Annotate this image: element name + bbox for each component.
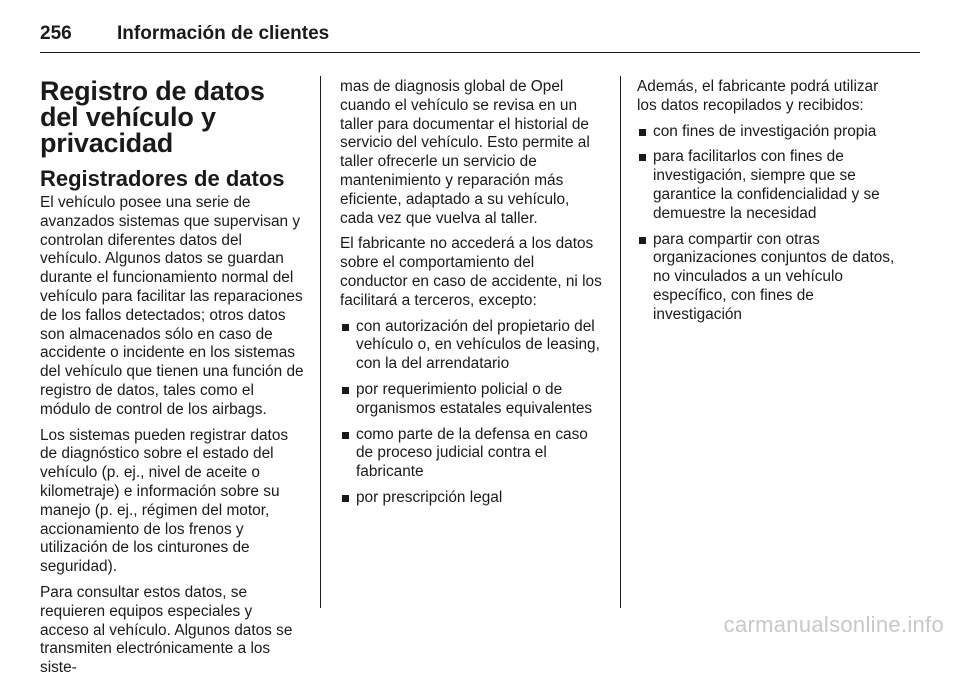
list-item [340, 489, 605, 508]
square-bullet-icon [342, 387, 349, 394]
bullet-list [637, 123, 902, 325]
watermark: carmanualsonline.info [723, 612, 944, 637]
square-bullet-icon [342, 324, 349, 331]
bullet-list [340, 318, 605, 508]
list-item-text: con autorización del propietario del vehículo o, en vehículos de leasing, con la del arrendatario [356, 317, 600, 373]
square-bullet-icon [639, 129, 646, 136]
paragraph: Además, el fabricante podrá utilizar los datos recopilados y recibidos: [637, 78, 879, 114]
column-divider-1 [320, 76, 321, 608]
list-item [340, 381, 605, 419]
chapter-title: Registro de datos del vehículo y privacidad [40, 76, 265, 158]
column-3 [637, 78, 902, 332]
list-item-text: para facilitarlos con fines de investigación, siempre que se garantice la confidencialidad y se demuestre la necesidad [653, 148, 880, 222]
column-1 [40, 78, 305, 685]
paragraph: Los sistemas pueden registrar datos de diagnóstico sobre el estado del vehículo (p. ej., nivel de aceite o kilometraje) e información sobre su manejo (p. ej., régimen del motor, accionamiento de los frenos y utilización de los cinturones de seguridad). [40, 426, 289, 576]
page-number: 256 [40, 23, 72, 44]
square-bullet-icon [342, 432, 349, 439]
list-item [637, 123, 902, 142]
square-bullet-icon [342, 495, 349, 502]
paragraph: El fabricante no accederá a los datos sobre el comportamiento del conductor en caso de accidente, ni los facilitará a terceros, excepto: [340, 235, 602, 309]
list-item-text: con fines de investigación propia [653, 122, 877, 140]
list-item [340, 318, 605, 374]
page-header [40, 16, 920, 53]
paragraph: Para consultar estos datos, se requieren equipos especiales y acceso al vehículo. Algunos datos se transmiten electrónicamente a los siste- [40, 583, 293, 677]
column-2 [340, 78, 605, 515]
list-item [637, 231, 902, 325]
subsection-title: Registradores de datos [40, 166, 285, 191]
list-item-text: para compartir con otras organizaciones conjuntos de datos, no vinculados a un vehículo específico, con fines de investigación [653, 230, 895, 323]
list-item-text: por prescripción legal [356, 488, 503, 506]
square-bullet-icon [639, 154, 646, 161]
paragraph: mas de diagnosis global de Opel cuando el vehículo se revisa en un taller para documentar el historial de servicio del vehículo. Esto permite al taller ofrecerle un servicio de mantenimiento y reparación más eficiente, adaptado a su vehículo, cada vez que vuelva al taller. [340, 78, 590, 227]
square-bullet-icon [639, 237, 646, 244]
section-title: Información de clientes [117, 23, 330, 44]
list-item-text: por requerimiento policial o de organismos estatales equivalentes [356, 380, 593, 417]
list-item [340, 426, 605, 482]
list-item-text: como parte de la defensa en caso de proceso judicial contra el fabricante [356, 425, 588, 481]
column-divider-2 [620, 76, 621, 608]
list-item [637, 148, 902, 223]
paragraph: El vehículo posee una serie de avanzados sistemas que supervisan y controlan diferentes datos del vehículo. Algunos datos se guardan durante el funcionamiento normal del vehículo para facilitar las reparaciones de los fallos detectados; otros datos son almacenados sólo en caso de accidente o incidente en los sistemas del vehículo que tienen una función de registro de datos, tales como el módulo de control de los airbags. [40, 194, 304, 418]
